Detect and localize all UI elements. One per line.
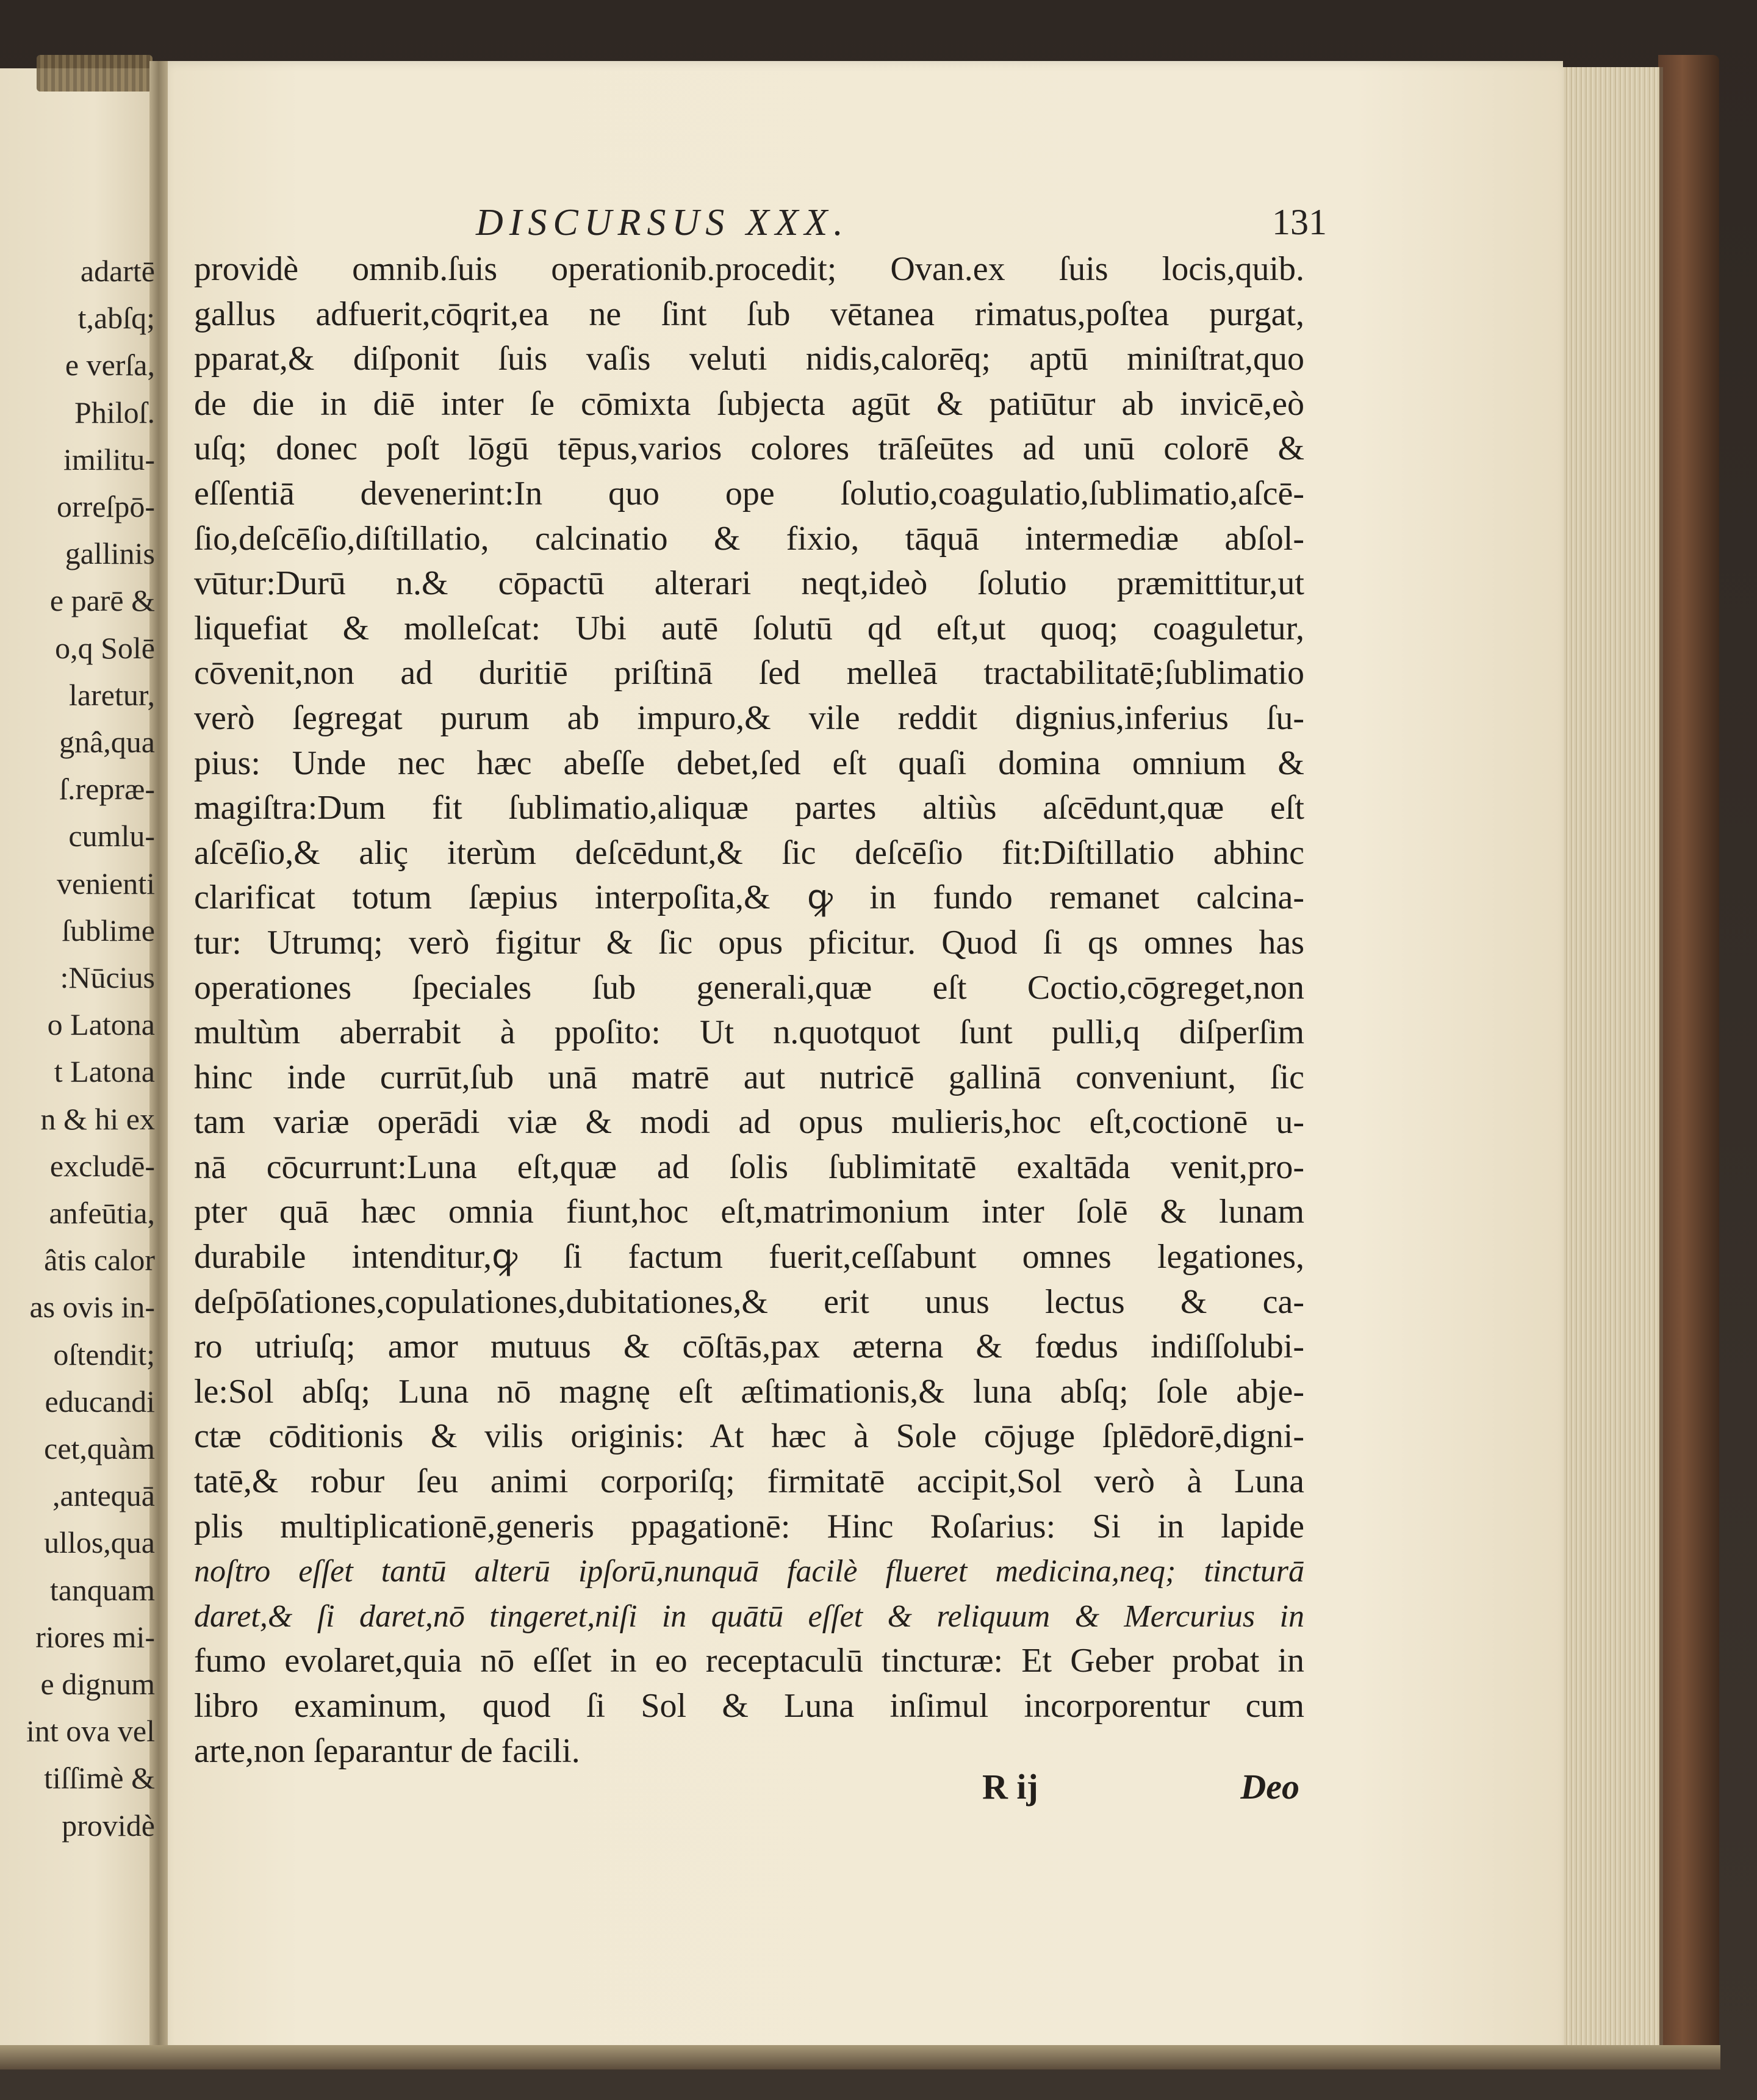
left-page-line: o,q Solē xyxy=(55,630,155,665)
text-line: vūtur:Durū n.& cōpactū alterari neqt,ideò ſolutio præmittitur,ut xyxy=(194,564,1304,603)
signature-mark: R ij xyxy=(982,1767,1038,1807)
left-page-line: e dignum xyxy=(40,1667,155,1701)
left-page-line: excludē- xyxy=(49,1148,155,1183)
text-line: libro examinum, quod ſi Sol & Luna inſimul incorporentur cum xyxy=(194,1687,1304,1725)
text-line: uſq; donec poſt lōgū tēpus,varios colores trāſeūtes ad unū colorē & xyxy=(194,430,1304,468)
left-page-line: anfeūtia, xyxy=(49,1196,155,1230)
left-page-line: o Latona xyxy=(47,1007,155,1042)
running-head: DISCURSUS XXX. xyxy=(476,202,849,243)
binding-clasp xyxy=(37,55,153,92)
text-line: durabile intenditur,ꝙ ſi factum fuerit,ceſſabunt omnes legationes, xyxy=(194,1238,1304,1276)
left-page-line: :Nūcius xyxy=(60,960,155,994)
text-line: hinc inde currūt,ſub unā matrē aut nutricē gallinā conveniunt, ſic xyxy=(194,1058,1304,1096)
left-page-line: gallinis xyxy=(65,536,155,571)
text-line: deſpōſationes,copulationes,dubitationes,& erit unus lectus & ca- xyxy=(194,1282,1304,1321)
left-page-line: ſublime xyxy=(62,913,155,948)
text-line: fumo evolaret,quia nō eſſet in eo receptaculū tincturæ: Et Geber probat in xyxy=(194,1642,1304,1680)
text-line: clarificat totum ſæpius interpoſita,& ꝙ in fundo remanet calcina- xyxy=(194,879,1304,917)
text-line: ctæ cōditionis & vilis originis: At hæc à Sole cōjuge ſplēdorē,digni- xyxy=(194,1417,1304,1456)
left-page-line: educandi xyxy=(45,1384,155,1419)
text-line: tatē,& robur ſeu animi corporiſq; firmitatē accipit,Sol verò à Luna xyxy=(194,1462,1304,1501)
left-page-line: providè xyxy=(62,1808,155,1843)
left-page-line: riores mi- xyxy=(35,1619,155,1654)
text-line: magiſtra:Dum fit ſublimatio,aliquæ partes altiùs aſcēdunt,quæ eſt xyxy=(194,789,1304,827)
left-page-line: âtis calor xyxy=(44,1243,155,1278)
body-text xyxy=(194,247,1304,1774)
text-line: multùm aberrabit à ppoſito: Ut n.quotquot ſunt pulli,q diſperſim xyxy=(194,1013,1304,1052)
left-page-line: t,abſq; xyxy=(77,301,155,336)
left-page-line: int ova vel xyxy=(26,1714,155,1749)
text-line: noſtro eſſet tantū alterū ipſorū,nunquā facilè flueret medicina,neq; tincturā xyxy=(194,1554,1304,1589)
left-page-line: Philoſ. xyxy=(74,395,155,430)
left-page-line: n & hi ex xyxy=(40,1101,155,1136)
left-page-line: ſ.repræ- xyxy=(59,772,155,807)
text-line: de die in diē inter ſe cōmixta ſubjecta agūt & patiūtur ab invicē,eò xyxy=(194,384,1304,423)
text-line: pparat,& diſponit ſuis vaſis veluti nidis,calorēq; aptū miniſtrat,quo xyxy=(194,340,1304,378)
page-bottom-edge xyxy=(0,2045,1720,2069)
page-number: 131 xyxy=(1272,202,1327,242)
text-line: pius: Unde nec hæc abeſſe debet,ſed eſt quaſi domina omnium & xyxy=(194,744,1304,782)
left-page-line: cet,quàm xyxy=(44,1431,155,1465)
left-page-line: laretur, xyxy=(69,677,155,712)
left-page-line: e parē & xyxy=(49,583,155,618)
text-line: tur: Utrumq; verò figitur & ſic opus pficitur. Quod ſi qs omnes has xyxy=(194,923,1304,962)
left-page-line: t Latona xyxy=(54,1054,155,1089)
text-line: plis multiplicationē,generis ppagationē: Hinc Roſarius: Si in lapide xyxy=(194,1507,1304,1545)
left-page-line: as ovis in- xyxy=(29,1290,155,1325)
text-line: eſſentiā devenerint:In quo ope ſolutio,coagulatio,ſublimatio,aſcē- xyxy=(194,474,1304,512)
text-line: tam variæ operādi viæ & modi ad opus mulieris,hoc eſt,coctionē u- xyxy=(194,1103,1304,1142)
left-page-line: ullos,qua xyxy=(44,1525,155,1560)
left-page-line: tanquam xyxy=(49,1572,155,1607)
text-line: le:Sol abſq; Luna nō magnę eſt æſtimationis,& luna abſq; ſole abje- xyxy=(194,1372,1304,1411)
left-page-line: venienti xyxy=(56,866,155,901)
text-line: arte,non ſeparantur de facili. xyxy=(194,1731,580,1770)
text-line: pter quā hæc omnia fiunt,hoc eſt,matrimonium inter ſolē & lunam xyxy=(194,1193,1304,1231)
text-line: operationes ſpeciales ſub generali,quæ eſt Coctio,cōgreget,non xyxy=(194,968,1304,1007)
text-line: nā cōcurrunt:Luna eſt,quæ ad ſolis ſublimitatē exaltāda venit,pro- xyxy=(194,1148,1304,1186)
book-cover-edge xyxy=(1658,55,1719,2062)
left-page-line: imilitu- xyxy=(63,442,155,476)
catchword: Deo xyxy=(1240,1767,1299,1807)
left-page-line: oſtendit; xyxy=(53,1337,155,1372)
left-page-line: tiſſimè & xyxy=(44,1761,155,1796)
page-fore-edge xyxy=(1550,67,1663,2050)
text-line: ſio,deſcēſio,diſtillatio, calcinatio & fixio, tāquā intermediæ abſol- xyxy=(194,519,1304,558)
text-line: aſcēſio,& aliç iterùm deſcēdunt,& ſic deſcēſio fit:Diſtillatio abhinc xyxy=(194,833,1304,872)
text-line: verò ſegregat purum ab impuro,& vile reddit dignius,inferius ſu- xyxy=(194,699,1304,737)
signature-row xyxy=(982,1766,1299,1815)
left-page-line: orreſpō- xyxy=(56,489,155,523)
text-line: providè omnib.ſuis operationib.procedit; Ovan.ex ſuis locis,quib. xyxy=(194,250,1304,288)
text-line: gallus adfuerit,cōqrit,ea ne ſint ſub vētanea rimatus,poſtea purgat, xyxy=(194,295,1304,333)
text-line: cōvenit,non ad duritiē priſtinā ſed melleā tractabilitatē;ſublimatio xyxy=(194,654,1304,692)
text-line: ro utriuſq; amor mutuus & cōſtās,pax æterna & fœdus indiſſolubi- xyxy=(194,1328,1304,1366)
left-page-line: ,antequā xyxy=(52,1478,155,1513)
left-page-line: gnâ,qua xyxy=(59,725,155,759)
left-page-line: e verſa, xyxy=(65,348,155,383)
text-line: daret,& ſi daret,nō tingeret,niſi in quātū eſſet & reliquum & Mercurius in xyxy=(194,1598,1304,1634)
left-page-line: cumlu- xyxy=(68,819,155,854)
text-line: liquefiat & molleſcat: Ubi autē ſolutū qd eſt,ut quoq; coaguletur, xyxy=(194,609,1304,647)
left-page-line: adartē xyxy=(80,254,155,288)
